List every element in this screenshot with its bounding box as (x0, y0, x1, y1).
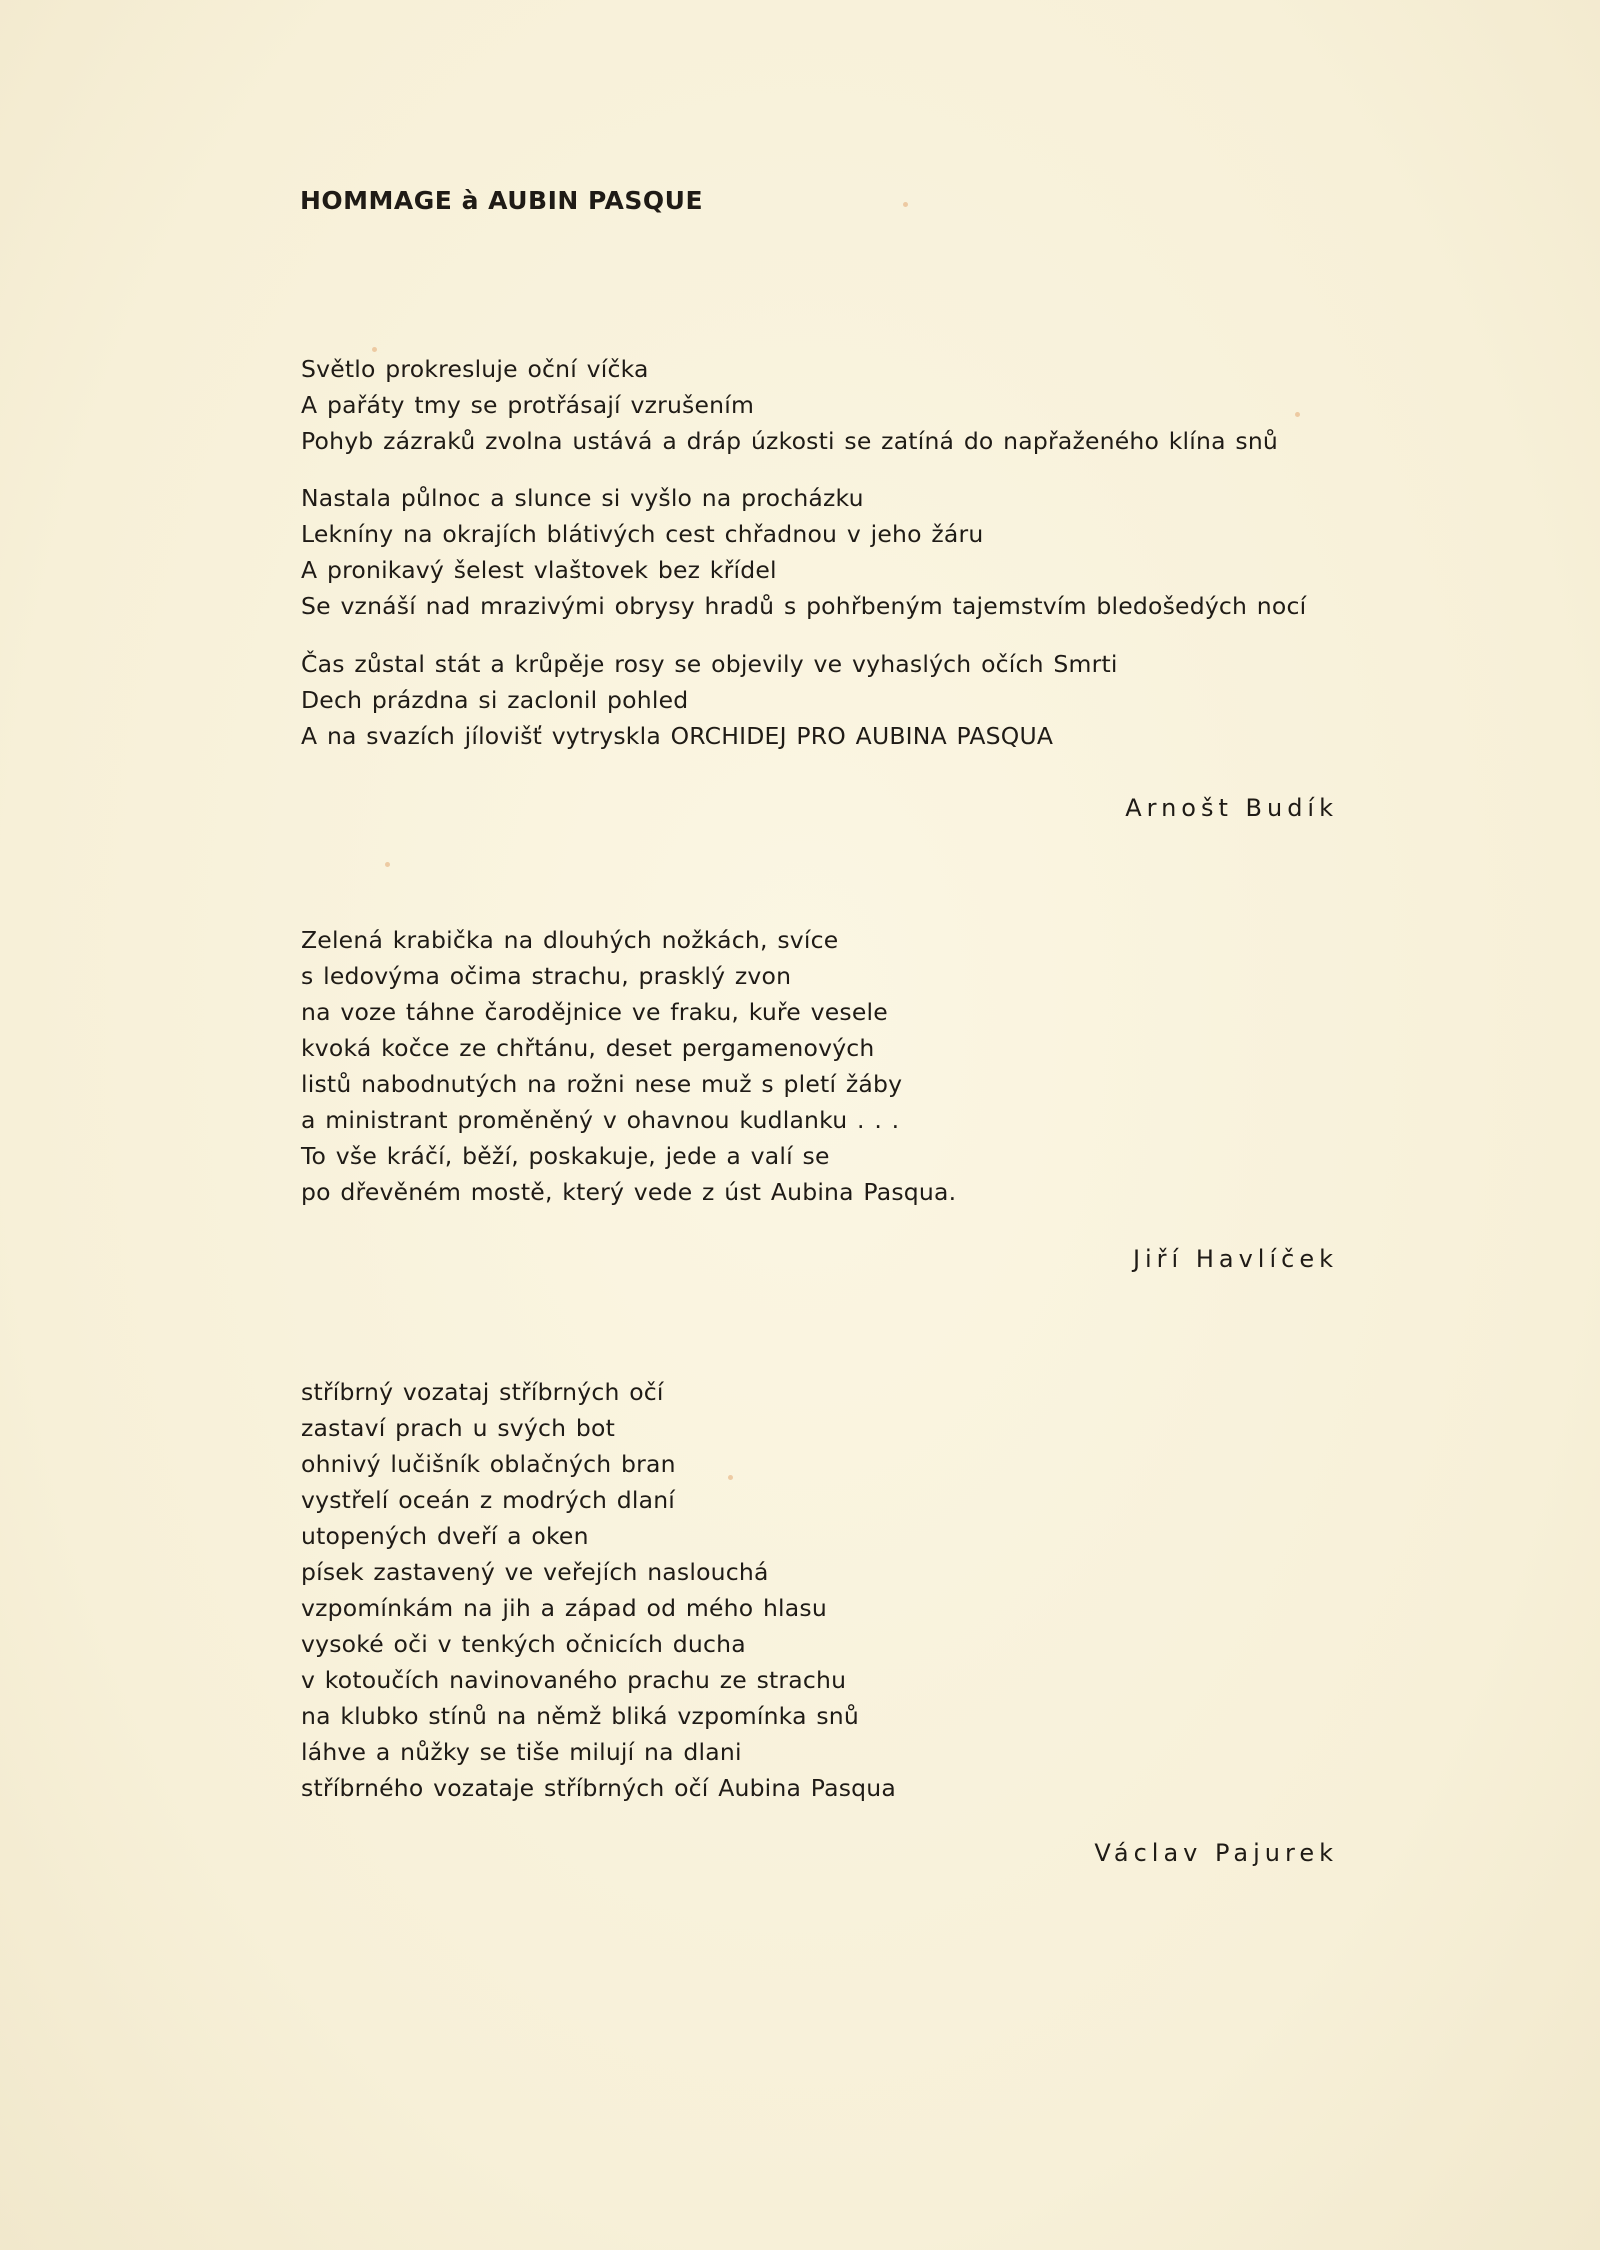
poem-line: na voze táhne čarodějnice ve fraku, kuře vesele (301, 998, 888, 1026)
poem-line: Dech prázdna si zaclonil pohled (301, 686, 689, 714)
poem-line: vystřelí oceán z modrých dlaní (301, 1486, 676, 1514)
poem-line: láhve a nůžky se tiše milují na dlani (301, 1738, 742, 1766)
poem-line: s ledovýma očima strachu, prasklý zvon (301, 962, 792, 990)
poem-1-stanza-1 (301, 351, 1278, 459)
poem-line: Čas zůstal stát a krůpěje rosy se objevily ve vyhaslých očích Smrti (301, 650, 1118, 678)
author-signature: Arnošt Budík (1125, 794, 1338, 822)
poem-line: A pronikavý šelest vlaštovek bez křídel (301, 556, 777, 584)
poem-line: Světlo prokresluje oční víčka (301, 355, 649, 383)
poem-line: Lekníny na okrajích blátivých cest chřadnou v jeho žáru (301, 520, 984, 548)
poem-3-stanza-1 (301, 1374, 896, 1806)
author-signature: Jiří Havlíček (1132, 1245, 1338, 1273)
paper-speck (728, 1475, 733, 1480)
poem-line: stříbrného vozataje stříbrných očí Aubina Pasqua (301, 1774, 896, 1802)
poem-2-stanza-1 (301, 922, 956, 1210)
paper-speck (1295, 412, 1300, 417)
author-signature: Václav Pajurek (1094, 1839, 1338, 1867)
poem-line: To vše kráčí, běží, poskakuje, jede a valí se (301, 1142, 830, 1170)
poem-line: Nastala půlnoc a slunce si vyšlo na procházku (301, 484, 864, 512)
poem-1-stanza-2 (301, 480, 1306, 624)
poem-line: A na svazích jílovišť vytryskla ORCHIDEJ PRO AUBINA PASQUA (301, 722, 1054, 750)
poem-line: zastaví prach u svých bot (301, 1414, 615, 1442)
poem-line: A pařáty tmy se protřásají vzrušením (301, 391, 755, 419)
poem-line: písek zastavený ve veřejích naslouchá (301, 1558, 769, 1586)
poem-line: a ministrant proměněný v ohavnou kudlanku . . . (301, 1106, 900, 1134)
poem-line: ohnivý lučišník oblačných bran (301, 1450, 676, 1478)
poem-line: Zelená krabička na dlouhých nožkách, svíce (301, 926, 839, 954)
paper-speck (385, 862, 390, 867)
poem-1-stanza-3 (301, 646, 1118, 754)
poem-line: vzpomínkám na jih a západ od mého hlasu (301, 1594, 827, 1622)
poem-line: na klubko stínů na němž bliká vzpomínka snů (301, 1702, 859, 1730)
poem-line: Se vznáší nad mrazivými obrysy hradů s pohřbeným tajemstvím bledošedých nocí (301, 592, 1307, 620)
poem-line: kvoká kočce ze chřtánu, deset pergamenových (301, 1034, 875, 1062)
poem-line: vysoké oči v tenkých očnicích ducha (301, 1630, 746, 1658)
poem-line: stříbrný vozataj stříbrných očí (301, 1378, 664, 1406)
poem-line: Pohyb zázraků zvolna ustává a dráp úzkosti se zatíná do napřaženého klína snů (301, 427, 1279, 455)
page-title: HOMMAGE à AUBIN PASQUE (300, 186, 704, 215)
paper-speck (903, 202, 908, 207)
poem-line: utopených dveří a oken (301, 1522, 589, 1550)
poem-line: po dřevěném mostě, který vede z úst Aubina Pasqua. (301, 1178, 957, 1206)
poem-line: listů nabodnutých na rožni nese muž s pletí žáby (301, 1070, 903, 1098)
paper-speck (372, 347, 377, 352)
poem-line: v kotoučích navinovaného prachu ze strachu (301, 1666, 847, 1694)
